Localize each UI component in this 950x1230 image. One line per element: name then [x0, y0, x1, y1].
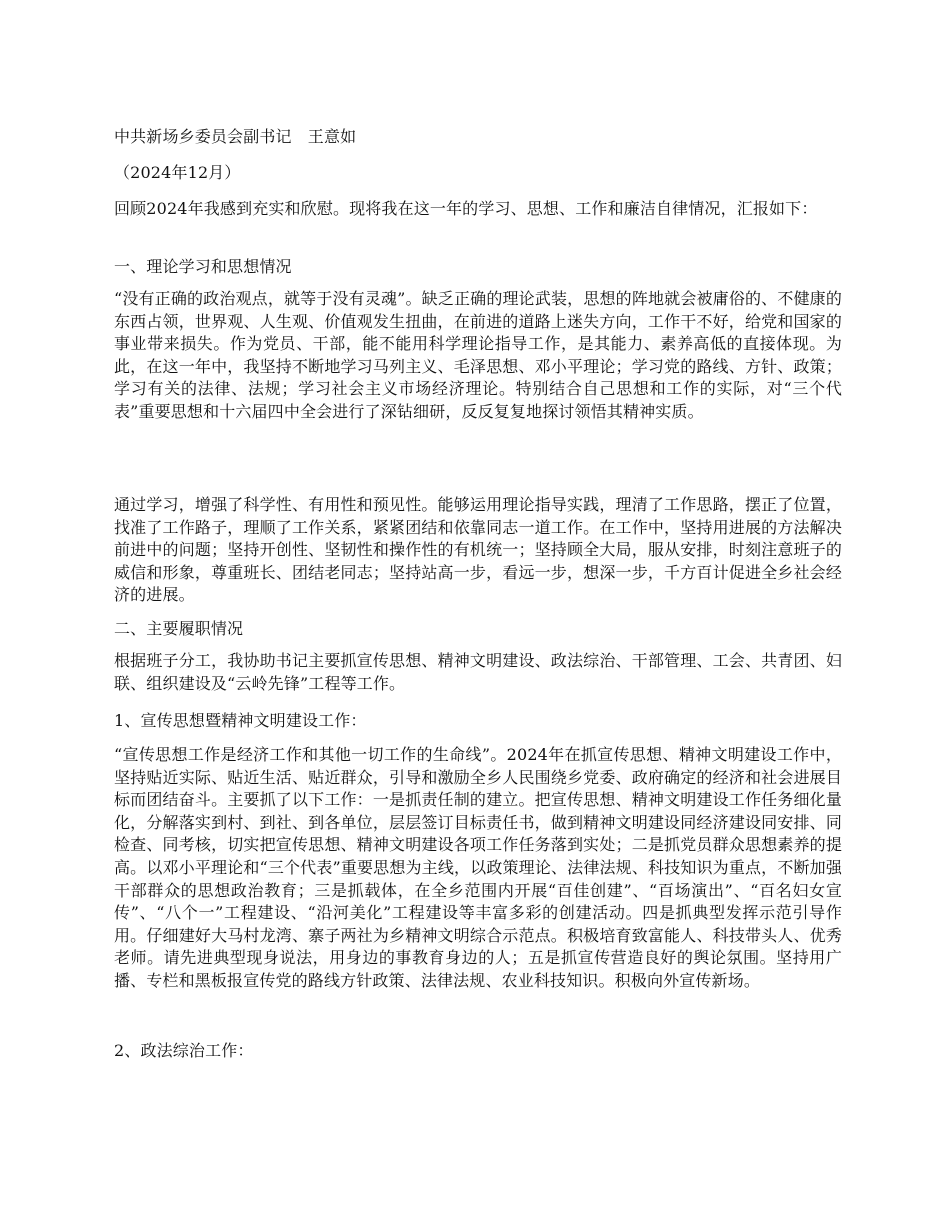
section-2-paragraph-1: 根据班子分工，我协助书记主要抓宣传思想、精神文明建设、政法综治、干部管理、工会、共青团、妇联、组织建设及“云岭先锋”工程等工作。 — [114, 651, 842, 693]
intro-paragraph: 回顾2024年我感到充实和欣慰。现将我在这一年的学习、思想、工作和廉洁自律情况，汇报如下： — [114, 199, 818, 218]
author-line: 中共新场乡委员会副书记 王意如 — [114, 127, 357, 146]
section-1-paragraph-2: 通过学习，增强了科学性、有用性和预见性。能够运用理论指导实践，理清了工作思路，摆正了位置，找准了工作路子，理顺了工作关系，紧紧团结和依靠同志一道工作。在工作中，坚持用进展的方法解决前进中的问题；坚持开创性、坚韧性和操作性的有机统一；坚持顾全大局，服从安排，时刻注意班子的威信和形象，尊重班长、团结老同志；坚持站高一步，看远一步，想深一步，千方百计促进全乡社会经济的进展。 — [114, 495, 842, 605]
subsection-2-title: 2、政法综治工作： — [114, 1041, 254, 1060]
subsection-1-paragraph-1: “宣传思想工作是经济工作和其他一切工作的生命线”。2024年在抓宣传思想、精神文明建设工作中，坚持贴近实际、贴近生活、贴近群众，引导和激励全乡人民围绕乡党委、政府确定的经济和社会进展目标而团结奋斗。主要抓了以下工作：一是抓责任制的建立。把宣传思想、精神文明建设工作任务细化量化，分解落实到村、到社、到各单位，层层签订目标责任书，做到精神文明建设同经济建设同安排、同检查、同考核，切实把宣传思想、精神文明建设各项工作任务落到实处；二是抓党员群众思想素养的提高。以邓小平理论和“三个代表”重要思想为主线，以政策理论、法律法规、科技知识为重点，不断加强干部群众的思想政治教育；三是抓载体，在全乡范围内开展“百佳创建”、“百场演出”、“百名妇女宣传”、“八个一”工程建设、“沿河美化”工程建设等丰富多彩的创建活动。四是抓典型发挥示范引导作用。仔细建好大马村龙湾、寨子两社为乡精神文明综合示范点。积极培育致富能人、科技带头人、优秀老师。请先进典型现身说法，用身边的事教育身边的人；五是抓宣传营造良好的舆论氛围。坚持用广播、专栏和黑板报宣传党的路线方针政策、法律法规、农业科技知识。积极向外宣传新场。 — [114, 745, 842, 990]
section-1-paragraph-1: “没有正确的政治观点，就等于没有灵魂”。缺乏正确的理论武装，思想的阵地就会被庸俗的、不健康的东西占领，世界观、人生观、价值观发生扭曲，在前进的道路上迷失方向，工作干不好，给党和国家的事业带来损失。作为党员、干部，能不能用科学理论指导工作，是其能力、素养高低的直接体现。为此，在这一年中，我坚持不断地学习马列主义、毛泽思想、邓小平理论；学习党的路线、方针、政策；学习有关的法律、法规；学习社会主义市场经济理论。特别结合自己思想和工作的实际，对“三个代表”重要思想和十六届四中全会进行了深钻细研，反反复复地探讨领悟其精神实质。 — [114, 289, 842, 421]
section-1-title: 一、理论学习和思想情况 — [114, 257, 292, 276]
section-2-title: 二、主要履职情况 — [114, 619, 244, 638]
subsection-1-title: 1、宣传思想暨精神文明建设工作： — [114, 711, 367, 730]
date-line: （2024年12月） — [114, 163, 241, 182]
